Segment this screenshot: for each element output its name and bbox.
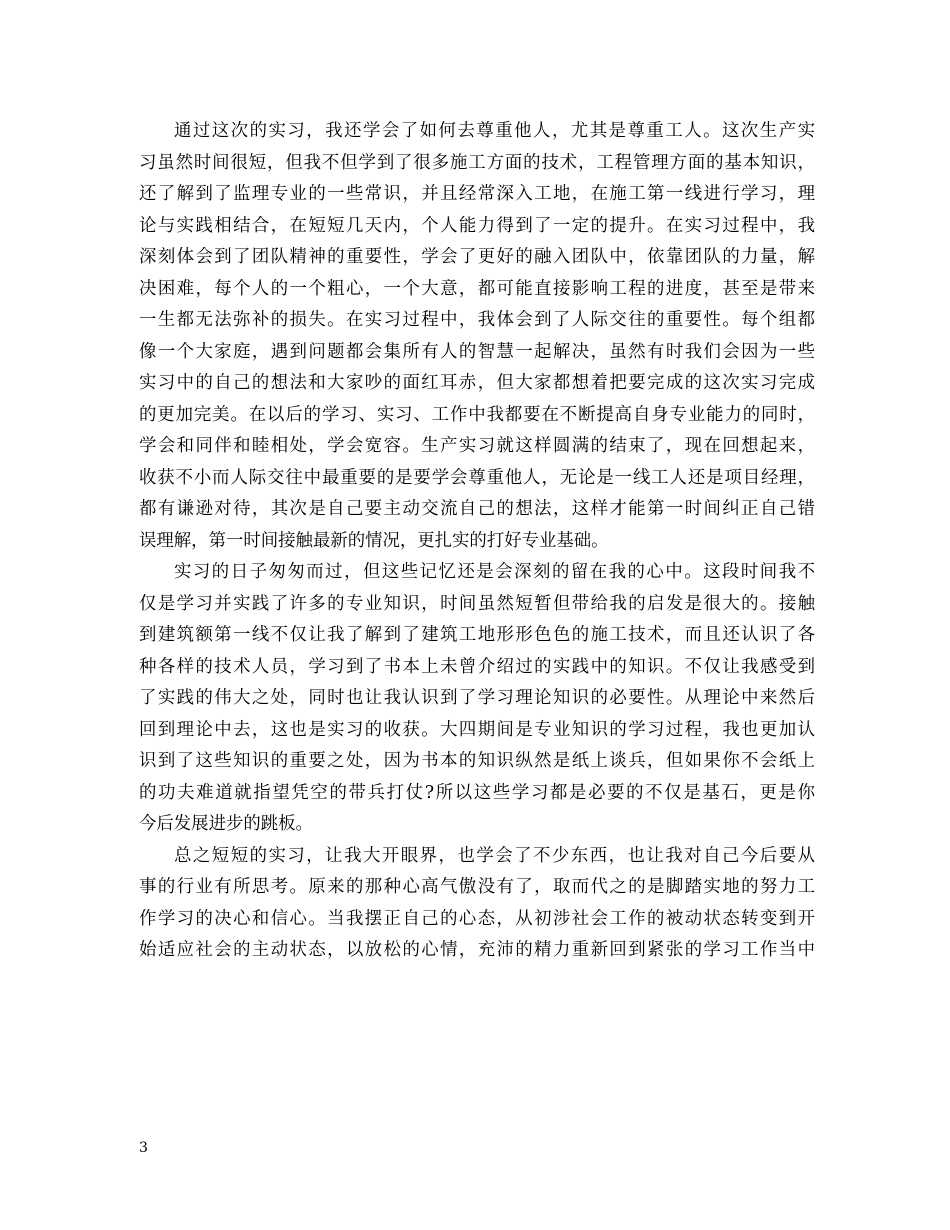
paragraph-line: 作学习的决心和信心。当我摆正自己的心态，从初涉社会工作的被动状态转变到开: [139, 908, 815, 929]
paragraph-line: 总之短短的实习，让我大开眼界，也学会了不少东西，也让我对自己今后要从: [174, 845, 815, 866]
paragraph-line: 始适应社会的主动状态，以放松的心情，充沛的精力重新回到紧张的学习工作当中: [139, 940, 815, 960]
paragraph-line: 一生都无法弥补的损失。在实习过程中，我体会到了人际交往的重要性。每个组都: [139, 310, 815, 330]
paragraph-line: 事的行业有所思考。原来的那种心高气傲没有了，取而代之的是脚踏实地的努力工: [139, 877, 815, 897]
paragraph-line: 仅是学习并实践了许多的专业知识，时间虽然短暂但带给我的启发是很大的。接触: [139, 593, 815, 614]
page-number: 3: [139, 1140, 148, 1156]
paragraph-line: 误理解，第一时间接触最新的情况，更扎实的打好专业基础。: [139, 530, 609, 551]
paragraph-line: 都有谦逊对待，其次是自己要主动交流自己的想法，这样才能第一时间纠正自己错: [139, 499, 815, 519]
paragraph-line: 识到了这些知识的重要之处，因为书本的知识纵然是纸上谈兵，但如果你不会纸上: [139, 751, 815, 771]
paragraph-line: 论与实践相结合，在短短几天内，个人能力得到了一定的提升。在实习过程中，我: [139, 215, 815, 236]
paragraph-line: 实习的日子匆匆而过，但这些记忆还是会深刻的留在我的心中。这段时间我不: [174, 562, 815, 582]
paragraph-2: [139, 557, 815, 841]
paragraph-line: 种各样的技术人员，学习到了书本上未曾介绍过的实践中的知识。不仅让我感受到: [139, 656, 815, 677]
paragraph-line: 今后发展进步的跳板。: [139, 814, 313, 834]
paragraph-line: 深刻体会到了团队精神的重要性，学会了更好的融入团队中，依靠团队的力量，解: [139, 247, 815, 267]
paragraph-line: 到建筑额第一线不仅让我了解到了建筑工地形形色色的施工技术，而且还认识了各: [139, 625, 815, 645]
paragraph-line: 习虽然时间很短，但我不但学到了很多施工方面的技术，工程管理方面的基本知识，: [139, 152, 815, 173]
paragraph-line: 通过这次的实习，我还学会了如何去尊重他人，尤其是尊重工人。这次生产实: [174, 121, 815, 141]
paragraph-3: [139, 841, 815, 967]
paragraph-line: 像一个大家庭，遇到问题都会集所有人的智慧一起解决，虽然有时我们会因为一些: [139, 341, 815, 362]
paragraph-line: 决困难，每个人的一个粗心，一个大意，都可能直接影响工程的进度，甚至是带来: [139, 278, 815, 299]
body-text: [139, 116, 815, 967]
paragraph-line: 的更加完美。在以后的学习、实习、工作中我都要在不断提高自身专业能力的同时，: [139, 404, 815, 425]
paragraph-line: 的功夫难道就指望凭空的带兵打仗?所以这些学习都是必要的不仅是基石，更是你: [139, 782, 815, 803]
paragraph-line: 收获不小而人际交往中最重要的是要学会尊重他人，无论是一线工人还是项目经理，: [139, 467, 815, 488]
paragraph-line: 实习中的自己的想法和大家吵的面红耳赤，但大家都想着把要完成的这次实习完成: [139, 373, 815, 393]
paragraph-line: 学会和同伴和睦相处，学会宽容。生产实习就这样圆满的结束了，现在回想起来，: [139, 436, 815, 456]
paragraph-line: 了实践的伟大之处，同时也让我认识到了学习理论知识的必要性。从理论中来然后: [139, 688, 815, 708]
paragraph-line: 还了解到了监理专业的一些常识，并且经常深入工地，在施工第一线进行学习，理: [139, 184, 815, 204]
paragraph-1: [139, 116, 815, 557]
paragraph-line: 回到理论中去，这也是实习的收获。大四期间是专业知识的学习过程，我也更加认: [139, 719, 815, 740]
